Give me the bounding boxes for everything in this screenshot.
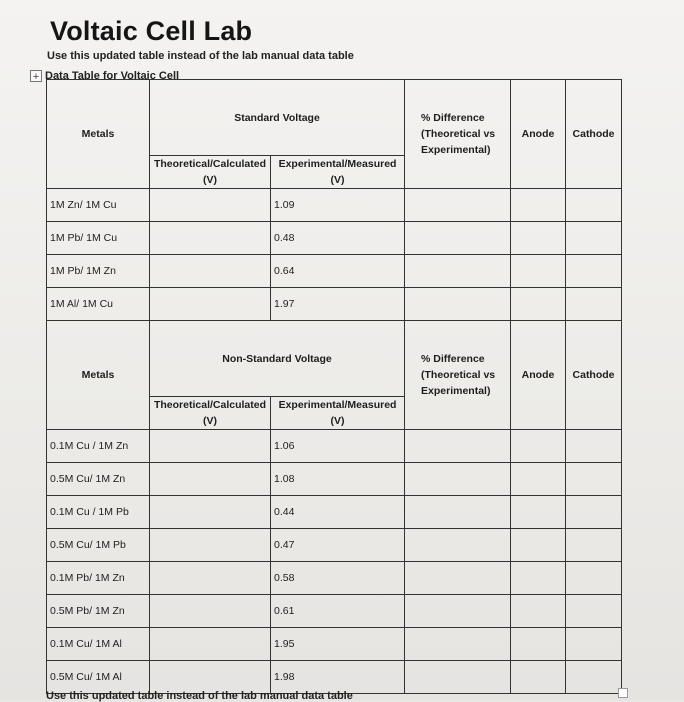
anode-cell[interactable]	[511, 463, 566, 496]
cathode-cell[interactable]	[566, 430, 622, 463]
pct-difference-cell[interactable]	[405, 288, 511, 321]
anode-cell[interactable]	[511, 628, 566, 661]
experimental-cell: 0.61	[271, 595, 405, 628]
cathode-cell[interactable]	[566, 529, 622, 562]
cathode-header: Cathode	[566, 321, 622, 430]
metals-cell: 1M Pb/ 1M Cu	[47, 222, 150, 255]
metals-cell: 0.5M Pb/ 1M Zn	[47, 595, 150, 628]
anode-cell[interactable]	[511, 496, 566, 529]
experimental-cell: 0.64	[271, 255, 405, 288]
metals-cell: 0.5M Cu/ 1M Zn	[47, 463, 150, 496]
pct-difference-header: % Difference (Theoretical vs Experimental)	[405, 321, 511, 430]
theoretical-cell[interactable]	[150, 189, 271, 222]
pct-difference-cell[interactable]	[405, 430, 511, 463]
metals-cell: 0.1M Pb/ 1M Zn	[47, 562, 150, 595]
pct-difference-cell[interactable]	[405, 255, 511, 288]
page-footer-note: Use this updated table instead of the lab manual data table	[46, 690, 353, 702]
theoretical-cell[interactable]	[150, 496, 271, 529]
table-row	[47, 288, 622, 321]
nonstandard-header-row	[47, 321, 622, 397]
metals-header: Metals	[47, 80, 150, 189]
standard-header-row	[47, 80, 622, 156]
theoretical-cell[interactable]	[150, 222, 271, 255]
cathode-cell[interactable]	[566, 628, 622, 661]
experimental-cell: 1.97	[271, 288, 405, 321]
anode-header: Anode	[511, 80, 566, 189]
experimental-cell: 0.48	[271, 222, 405, 255]
cathode-cell[interactable]	[566, 255, 622, 288]
anode-cell[interactable]	[511, 189, 566, 222]
pct-difference-cell[interactable]	[405, 562, 511, 595]
experimental-header: Experimental/Measured (V)	[271, 397, 405, 430]
anode-header: Anode	[511, 321, 566, 430]
experimental-cell: 1.95	[271, 628, 405, 661]
table-row	[47, 661, 622, 694]
table-row	[47, 628, 622, 661]
cathode-cell[interactable]	[566, 562, 622, 595]
pct-difference-cell[interactable]	[405, 189, 511, 222]
theoretical-header: Theoretical/Calculated (V)	[150, 397, 271, 430]
anode-cell[interactable]	[511, 255, 566, 288]
theoretical-cell[interactable]	[150, 661, 271, 694]
pct-difference-cell[interactable]	[405, 661, 511, 694]
metals-cell: 0.5M Cu/ 1M Al	[47, 661, 150, 694]
metals-cell: 1M Pb/ 1M Zn	[47, 255, 150, 288]
cathode-header: Cathode	[566, 80, 622, 189]
table-row	[47, 463, 622, 496]
table-caption: Data Table for Voltaic Cell	[45, 70, 180, 82]
pct-difference-cell[interactable]	[405, 496, 511, 529]
theoretical-cell[interactable]	[150, 430, 271, 463]
page-title: Voltaic Cell Lab	[50, 16, 253, 46]
resize-handle[interactable]	[618, 688, 628, 698]
anode-cell[interactable]	[511, 562, 566, 595]
metals-cell: 0.1M Cu / 1M Zn	[47, 430, 150, 463]
theoretical-cell[interactable]	[150, 288, 271, 321]
pct-difference-cell[interactable]	[405, 595, 511, 628]
experimental-cell: 1.08	[271, 463, 405, 496]
experimental-cell: 0.47	[271, 529, 405, 562]
metals-cell: 1M Al/ 1M Cu	[47, 288, 150, 321]
theoretical-cell[interactable]	[150, 529, 271, 562]
anode-cell[interactable]	[511, 222, 566, 255]
table-row	[47, 430, 622, 463]
experimental-cell: 1.98	[271, 661, 405, 694]
metals-cell: 0.1M Cu/ 1M Al	[47, 628, 150, 661]
anode-cell[interactable]	[511, 288, 566, 321]
table-row	[47, 255, 622, 288]
cathode-cell[interactable]	[566, 496, 622, 529]
metals-cell: 0.1M Cu / 1M Pb	[47, 496, 150, 529]
anode-cell[interactable]	[511, 430, 566, 463]
table-row	[47, 222, 622, 255]
table-row	[47, 496, 622, 529]
theoretical-cell[interactable]	[150, 628, 271, 661]
pct-difference-cell[interactable]	[405, 463, 511, 496]
metals-header: Metals	[47, 321, 150, 430]
table-row	[47, 595, 622, 628]
cathode-cell[interactable]	[566, 463, 622, 496]
cathode-cell[interactable]	[566, 288, 622, 321]
cathode-cell[interactable]	[566, 222, 622, 255]
metals-cell: 0.5M Cu/ 1M Pb	[47, 529, 150, 562]
metals-cell: 1M Zn/ 1M Cu	[47, 189, 150, 222]
pct-difference-header: % Difference (Theoretical vs Experimental)	[405, 80, 511, 189]
experimental-cell: 1.09	[271, 189, 405, 222]
experimental-cell: 1.06	[271, 430, 405, 463]
pct-difference-cell[interactable]	[405, 529, 511, 562]
cathode-cell[interactable]	[566, 189, 622, 222]
theoretical-header: Theoretical/Calculated (V)	[150, 156, 271, 189]
experimental-cell: 0.58	[271, 562, 405, 595]
theoretical-cell[interactable]	[150, 595, 271, 628]
standard-voltage-header: Standard Voltage	[150, 80, 405, 156]
nonstandard-voltage-header: Non-Standard Voltage	[150, 321, 405, 397]
theoretical-cell[interactable]	[150, 562, 271, 595]
table-row	[47, 529, 622, 562]
anode-cell[interactable]	[511, 661, 566, 694]
theoretical-cell[interactable]	[150, 463, 271, 496]
theoretical-cell[interactable]	[150, 255, 271, 288]
pct-difference-cell[interactable]	[405, 628, 511, 661]
anode-cell[interactable]	[511, 529, 566, 562]
anode-cell[interactable]	[511, 595, 566, 628]
experimental-cell: 0.44	[271, 496, 405, 529]
plus-icon[interactable]: +	[30, 70, 42, 82]
cathode-cell[interactable]	[566, 661, 622, 694]
cathode-cell[interactable]	[566, 595, 622, 628]
table-row	[47, 189, 622, 222]
page-subtitle: Use this updated table instead of the lab manual data table	[47, 50, 354, 62]
experimental-header: Experimental/Measured (V)	[271, 156, 405, 189]
pct-difference-cell[interactable]	[405, 222, 511, 255]
data-table	[46, 79, 622, 694]
table-row	[47, 562, 622, 595]
